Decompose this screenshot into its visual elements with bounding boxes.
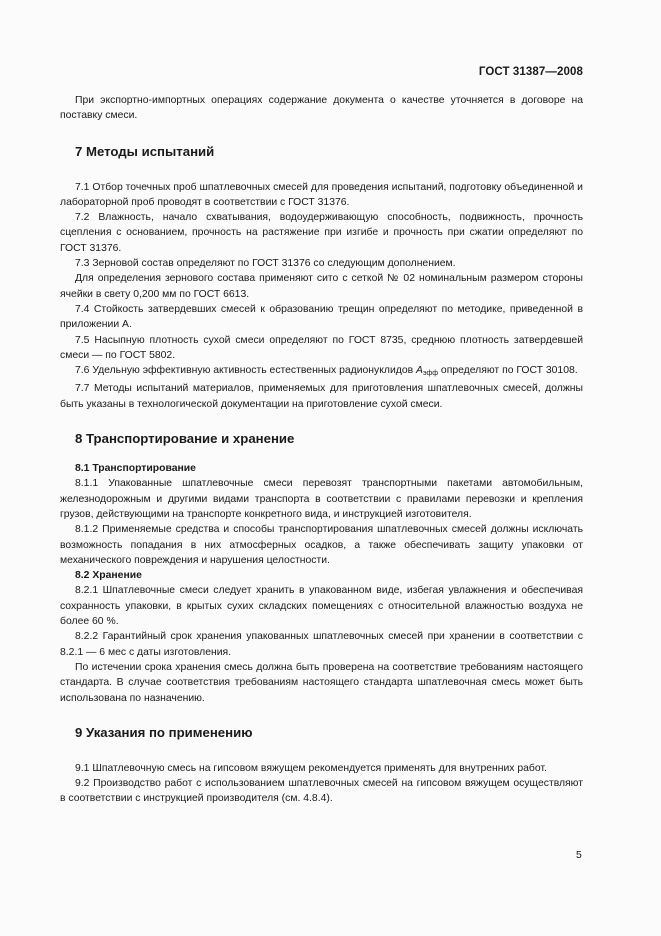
paragraph-7-1: 7.1 Отбор точечных проб шпатлевочных смесей для проведения испытаний, подготовку объединенной и лабораторной проб проводят в соответствии с ГОСТ 31376.	[60, 181, 583, 208]
paragraph-8-2-1: 8.2.1 Шпатлевочные смеси следует хранить в упакованном виде, избегая увлажнения и обеспечивая сохранность упаковки, в крытых сухих складских помещениях с относительной влажностью воздуха не более 60 %.	[60, 585, 583, 628]
paragraph-8-1-1: 8.1.1 Упакованные шпатлевочные смеси перевозят транспортными пакетами автомобильным, железнодорожным и другими видами транспорта в соответствии с правилами перевозки и крепления грузов, действующими на транспорте конкретного вида, и инструкцией изготовителя.	[60, 478, 583, 520]
activity-subscript: эфф	[422, 370, 439, 378]
paragraph-8-2-2-note: По истечении срока хранения смесь должна быть проверена на соответствие требованиям настоящего стандарта. В случае соответствия требованиям настоящего стандарта шпатлевочная смесь может быть использована по назначению.	[60, 661, 583, 704]
paragraph-7-6-text: 7.6 Удельную эффективную активность естественных радионуклидов	[75, 365, 417, 377]
paragraph-9-2: 9.2 Производство работ с использованием шпатлевочных смесей на гипсовом вяжущем осуществляют в соответствии с инструкцией производителя (см. 4.8.4).	[60, 778, 583, 805]
section-7-title: 7 Методы испытаний	[75, 143, 215, 159]
paragraph-9-1: 9.1 Шпатлевочную смесь на гипсовом вяжущем рекомендуется применять для внутренних работ.	[75, 762, 547, 774]
paragraph-7-7: 7.7 Методы испытаний материалов, применяемых для приготовления шпатлевочных смесей, должны быть указаны в технологической документации на приготовление сухой смеси.	[60, 383, 583, 410]
page-number: 5	[576, 850, 582, 861]
paragraph-7-3-addition: Для определения зернового состава применяют сито с сеткой № 02 номинальным размером стороны ячейки в свету 0,200 мм по ГОСТ 6613.	[60, 273, 583, 300]
subsection-8-1-title: 8.1 Транспортирование	[75, 463, 196, 475]
section-9-title: 9 Указания по применению	[75, 724, 253, 740]
section-8-title: 8 Транспортирование и хранение	[75, 431, 295, 447]
activity-symbol: A	[416, 365, 423, 377]
paragraph-7-6	[60, 363, 583, 381]
document-body	[60, 93, 583, 807]
paragraph-7-4: 7.4 Стойкость затвердевших смесей к образованию трещин определяют по методике, приведенной в приложении А.	[60, 303, 583, 331]
subsection-8-2-title: 8.2 Хранение	[75, 570, 142, 582]
paragraph-7-2: 7.2 Влажность, начало схватывания, водоудерживающую способность, подвижность, прочность сцепления с основанием, прочность на растяжение при изгибе и прочность при сжатии определяют по ГОСТ 31376.	[60, 212, 583, 254]
paragraph-7-3: 7.3 Зерновой состав определяют по ГОСТ 31376 со следующим дополнением.	[75, 258, 456, 270]
paragraph-7-6-end: определяют по ГОСТ 30108.	[438, 365, 578, 377]
paragraph-8-2-2: 8.2.2 Гарантийный срок хранения упакованных шпатлевочных смесей при хранении в соответствии с 8.2.1 — 6 мес с даты изготовления.	[60, 631, 583, 658]
document-code: ГОСТ 31387—2008	[478, 66, 583, 78]
paragraph-7-5: 7.5 Насыпную плотность сухой смеси определяют по ГОСТ 8735, среднюю плотность затвердевшей смеси — по ГОСТ 5802.	[60, 334, 583, 361]
intro-paragraph: При экспортно-импортных операциях содержание документа о качестве уточняется в договоре на поставку смеси.	[60, 95, 583, 122]
paragraph-8-1-2: 8.1.2 Применяемые средства и способы транспортирования шпатлевочных смесей должны исключать возможность попадания в них атмосферных осадков, а также обеспечивать защиту упаковки от механического повреждения и нарушения целостности.	[60, 524, 583, 566]
